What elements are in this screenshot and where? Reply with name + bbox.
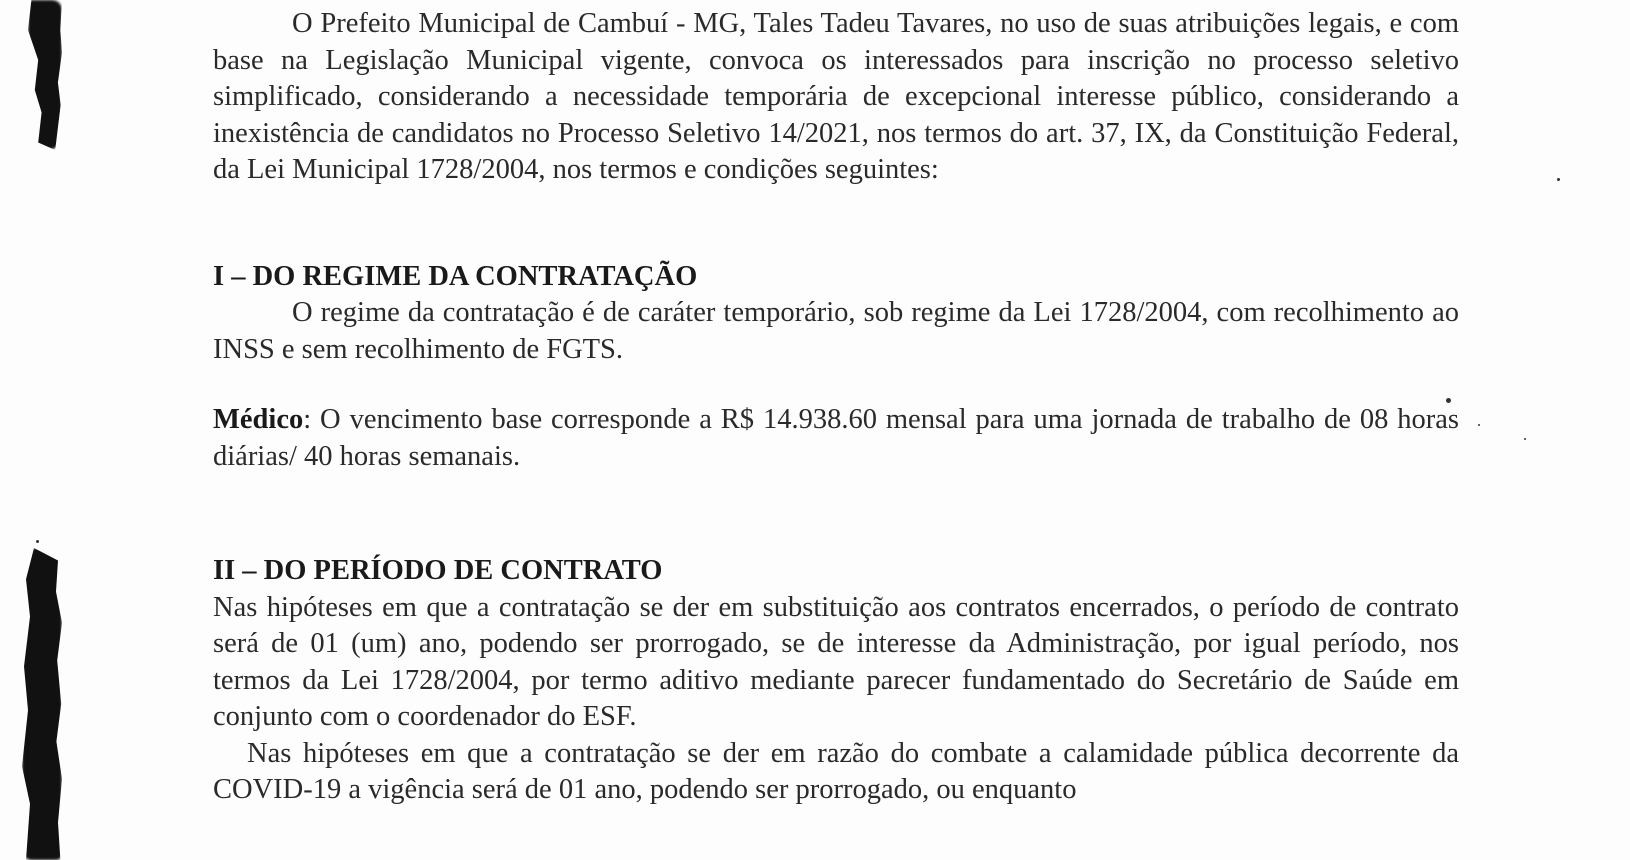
scan-speck [1524, 438, 1526, 440]
intro-paragraph: O Prefeito Municipal de Cambuí - MG, Tales Tadeu Tavares, no uso de suas atribuições legais, e com base na Legislação Municipal vigente, convoca os interessados para inscrição no processo seletivo simplificado, considerando a necessidade temporária de excepcional interesse público, considerando a inexistência de candidatos no Processo Seletivo 14/2021, nos termos do art. 37, IX, da Constituição Federal, da Lei Municipal 1728/2004, nos termos e condições seguintes: [213, 8, 1459, 185]
salary-text: : O vencimento base corresponde a R$ 14.938.60 mensal para uma jornada de trabalho de 08 horas diárias/ 40 horas semanais. [213, 404, 1459, 472]
scan-binding-mark-bottom [22, 548, 62, 860]
section-heading-regime: I – DO REGIME DA CONTRATAÇÃO [213, 260, 698, 292]
periodo-paragraph-2: Nas hipóteses em que a contratação se der em razão do combate a calamidade pública decorrente da COVID-19 a vigência será de 01 ano, podendo ser prorrogado, ou enquanto [213, 737, 1459, 805]
scan-speck [1557, 178, 1560, 181]
scan-binding-mark-top [28, 0, 62, 150]
periodo-paragraph-1: Nas hipóteses em que a contratação se der em substituição aos contratos encerrados, o período de contrato será de 01 (um) ano, podendo ser prorrogado, se de interesse da Administração, por igual período, nos termos da Lei 1728/2004, por termo aditivo mediante parecer fundamentado do Secretário de Saúde em conjunto com o coordenador do ESF. [213, 591, 1459, 732]
scan-speck [1478, 424, 1480, 426]
salary-label: Médico [213, 404, 304, 435]
document-body [213, 6, 1459, 809]
section-heading-periodo: II – DO PERÍODO DE CONTRATO [213, 555, 663, 586]
scan-speck [36, 540, 39, 543]
salary-paragraph [213, 402, 1459, 475]
regime-paragraph: O regime da contratação é de caráter temporário, sob regime da Lei 1728/2004, com recolhimento ao INSS e sem recolhimento de FGTS. [213, 297, 1459, 365]
